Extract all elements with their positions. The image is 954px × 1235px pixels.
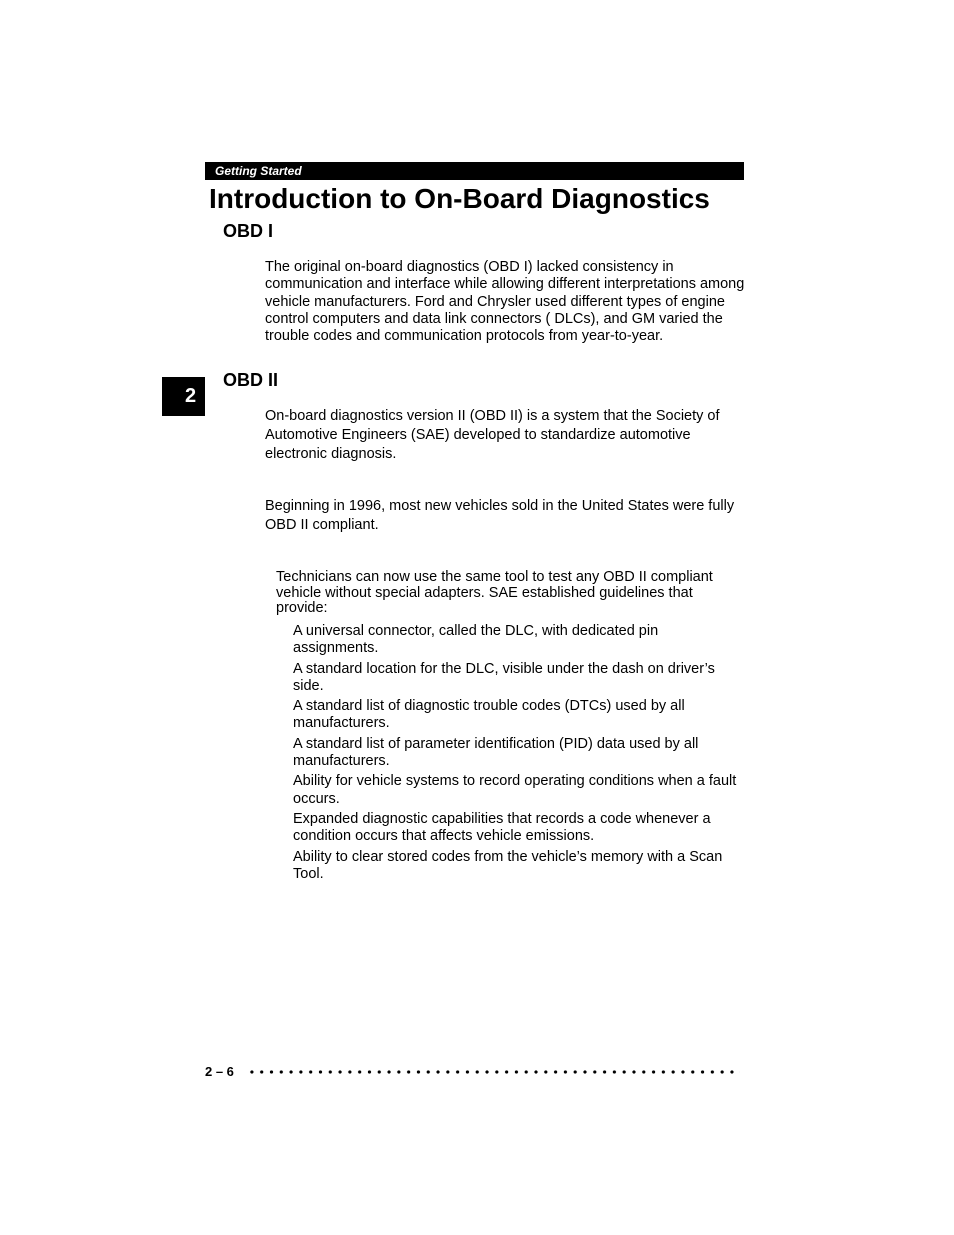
obd2-heading: OBD II — [223, 370, 279, 390]
list-item: A standard list of parameter identification (PID) data used by all manufacturers. — [293, 735, 699, 770]
dotted-leader — [247, 1070, 740, 1074]
obd2-paragraph-2: Beginning in 1996, most new vehicles sold in the United States were fully OBD II compliant. — [265, 498, 735, 533]
guidelines-intro: Technicians can now use the same tool to test any OBD II compliant vehicle without special adapters. SAE established guidelines that provide: — [276, 569, 713, 617]
section-label: Getting Started — [215, 164, 302, 178]
page-footer — [205, 1063, 740, 1081]
list-item: Ability for vehicle systems to record operating conditions when a fault occurs. — [293, 773, 737, 807]
obd1-paragraph: The original on-board diagnostics (OBD I) lacked consistency in communication and interface while allowing different interpretations among vehicle manufacturers. Ford and Chrysler used different types of engine control computers and data link connectors ( DLCs), and GM varied the trouble codes and communication protocols from year-to-year. — [265, 259, 745, 345]
list-item: A standard location for the DLC, visible under the dash on driver’s side. — [293, 660, 715, 694]
section-header-bar — [205, 162, 744, 180]
page-title: Introduction to On-Board Diagnostics — [209, 183, 710, 214]
list-item: Expanded diagnostic capabilities that records a code whenever a condition occurs that affects vehicle emissions. — [293, 810, 711, 845]
obd1-heading: OBD I — [223, 221, 274, 241]
list-item: A universal connector, called the DLC, with dedicated pin assignments. — [293, 623, 659, 657]
page-number: 2 – 6 — [205, 1064, 234, 1079]
list-item: Ability to clear stored codes from the vehicle’s memory with a Scan Tool. — [293, 848, 723, 882]
guidelines-list — [293, 623, 745, 886]
chapter-tab: 2 — [162, 377, 205, 416]
obd2-paragraph-1: On-board diagnostics version II (OBD II) is a system that the Society of Automotive Engineers (SAE) developed to standardize automotive electronic diagnosis. — [265, 408, 720, 462]
list-item: A standard list of diagnostic trouble codes (DTCs) used by all manufacturers. — [293, 698, 685, 732]
